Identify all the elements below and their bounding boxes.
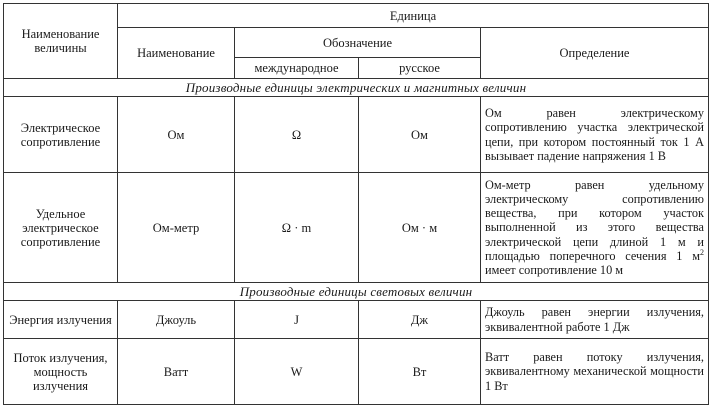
intl-symbol-cell: Ω (235, 97, 359, 173)
table-row (4, 97, 709, 173)
quantity-cell: Поток излучения, мощность излучения (4, 339, 118, 405)
quantity-cell: Удельное электрическое сопротивление (4, 173, 118, 283)
unit-name-cell: Ом-метр (118, 173, 235, 283)
header-definition: Определение (481, 28, 709, 79)
definition-text: Ом-метр равен удельному электрическому сопротивлению вещества, при котором участок выполненной из этого вещества электрической цепи длиной 1 м и площадью поперечного сечения 1 м (485, 177, 704, 263)
header-unit: Единица (118, 4, 709, 28)
rus-symbol-cell: Ом (359, 97, 481, 173)
section-row (4, 79, 709, 97)
definition-cell: Ом равен электрическому сопротивлению участка электрической цепи, при котором постоянный ток 1 А вызывает падение напряжения 1 В (481, 97, 709, 173)
rus-symbol-cell: Ом · м (359, 173, 481, 283)
unit-name-cell: Ватт (118, 339, 235, 405)
quantity-cell: Энергия излучения (4, 301, 118, 339)
quantity-cell: Электрическое сопротивление (4, 97, 118, 173)
intl-symbol-cell: W (235, 339, 359, 405)
superscript: 2 (700, 247, 704, 257)
definition-cell: Джоуль равен энергии излучения, эквивалентной работе 1 Дж (481, 301, 709, 339)
units-table-page (3, 3, 708, 405)
definition-cell: Ватт равен потоку излучения, эквивалентному механической мощности 1 Вт (481, 339, 709, 405)
table-row (4, 339, 709, 405)
table-row (4, 301, 709, 339)
units-table (3, 3, 709, 405)
definition-text-tail: имеет сопротивление 10 м (485, 263, 624, 277)
header-russian: русское (359, 58, 481, 79)
table-row (4, 173, 709, 283)
rus-symbol-cell: Дж (359, 301, 481, 339)
header-quantity-name: Наименование величины (4, 4, 118, 79)
intl-symbol-cell: J (235, 301, 359, 339)
definition-cell (481, 173, 709, 283)
unit-name-cell: Джоуль (118, 301, 235, 339)
header-international: международное (235, 58, 359, 79)
header-designation: Обозначение (235, 28, 481, 58)
section-title: Производные единицы световых величин (4, 283, 709, 301)
header-unit-name: Наименование (118, 28, 235, 79)
intl-symbol-cell: Ω · m (235, 173, 359, 283)
section-title: Производные единицы электрических и магнитных величин (4, 79, 709, 97)
section-row (4, 283, 709, 301)
unit-name-cell: Ом (118, 97, 235, 173)
rus-symbol-cell: Вт (359, 339, 481, 405)
